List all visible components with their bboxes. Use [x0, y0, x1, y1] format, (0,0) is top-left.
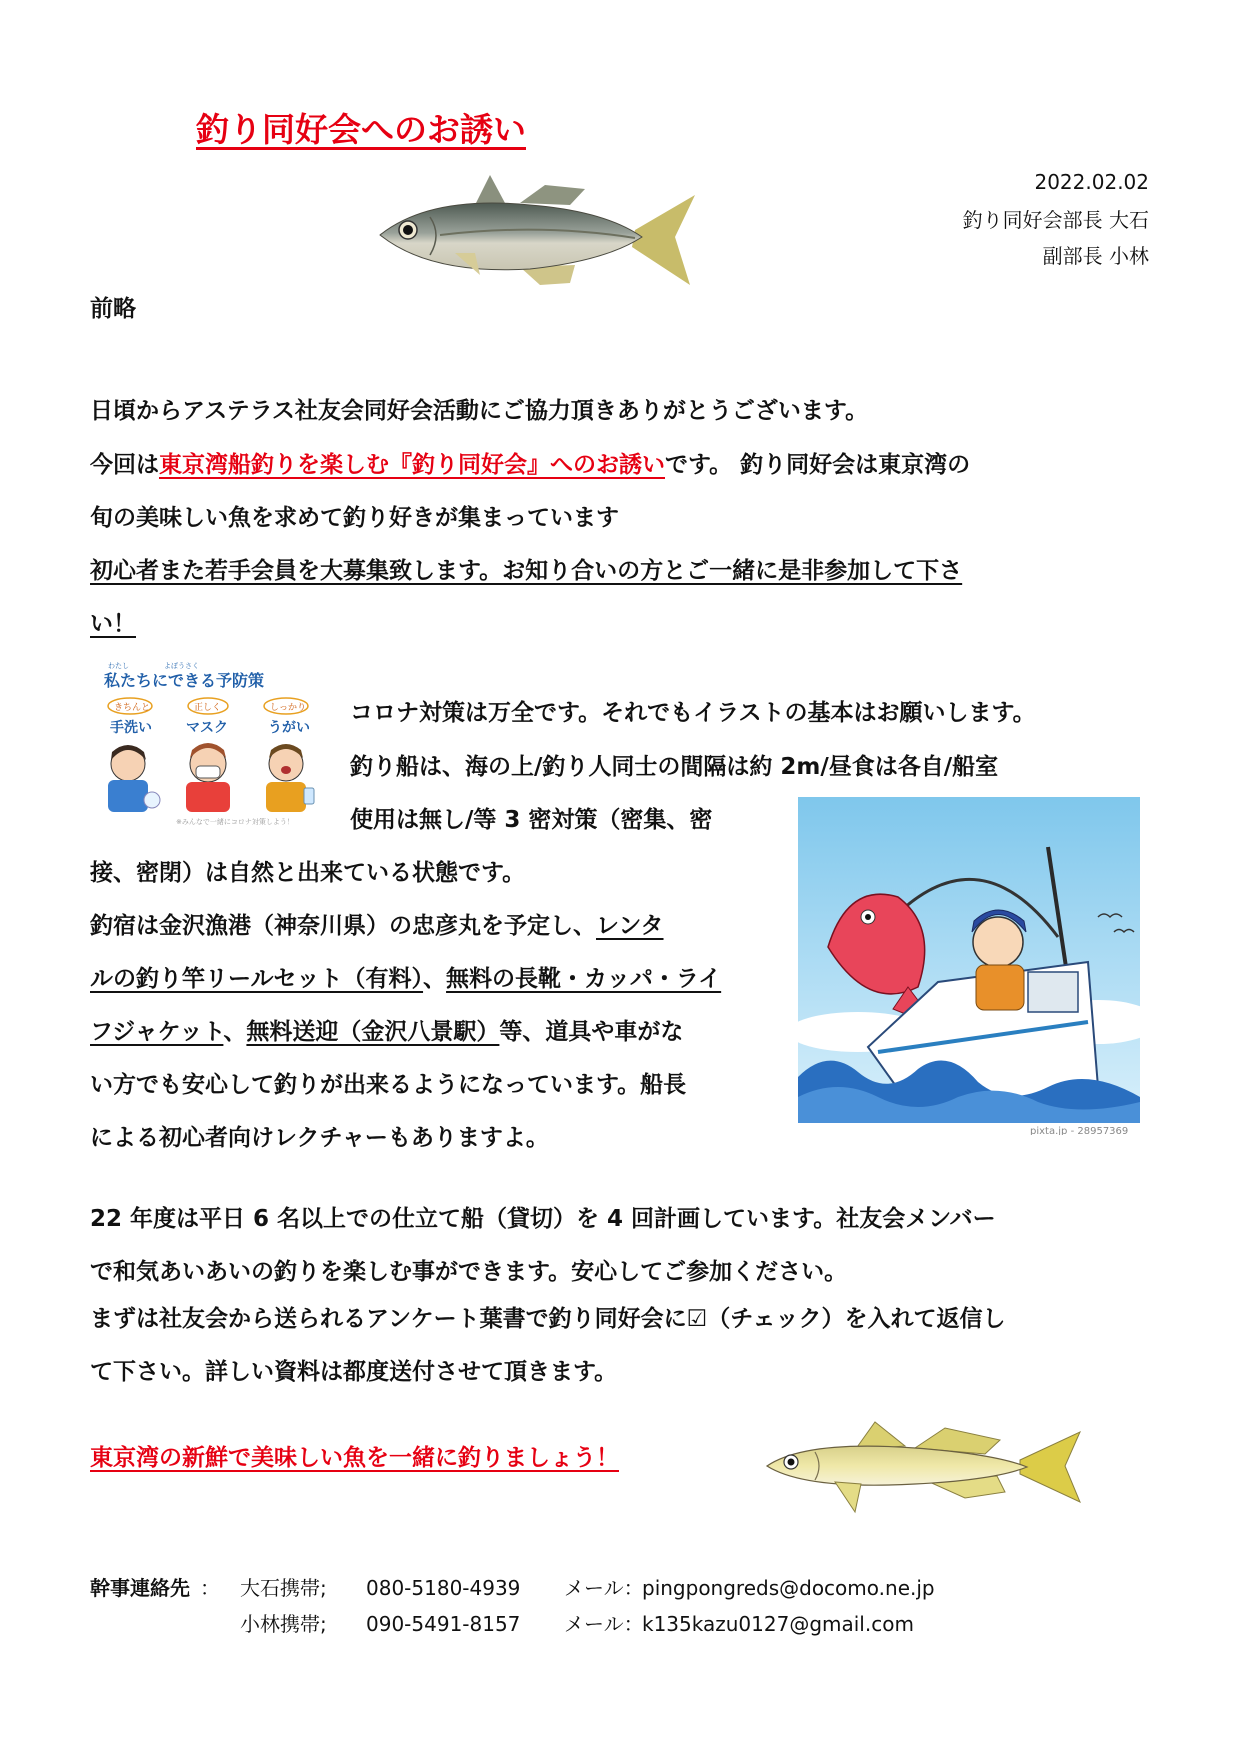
contact-oishi-phone[interactable]: 080-5180-4939 [366, 1576, 521, 1600]
para2-line5-a: 釣宿は金沢漁港（神奈川県）の忠彦丸を予定し、 [90, 913, 596, 939]
illustration-credit: pixta.jp - 28957369 [1030, 1126, 1129, 1135]
author-chief: 釣り同好会部長 大石 [962, 208, 1149, 232]
para1-line1: 日頃からアステラス社友会同好会活動にご協力頂きありがとうございます。 [90, 398, 869, 424]
contact-kobayashi-phone[interactable]: 090-5491-8157 [366, 1612, 521, 1636]
para2-line3: 使用は無し/等 3 密対策（密集、密 [350, 807, 713, 833]
page-title: 釣り同好会へのお誘い [196, 110, 526, 149]
para2-line6 [90, 964, 721, 995]
para1-line2-suffix: です。 釣り同好会は東京湾の [665, 452, 971, 478]
label-handwash: 手洗い [110, 720, 152, 736]
greeting: 前略 [90, 296, 136, 322]
para2-line9: による初心者向けレクチャーもありますよ。 [90, 1125, 549, 1151]
closing-message: 東京湾の新鮮で美味しい魚を一緒に釣りましょう！ [90, 1445, 619, 1471]
para1-line3: 旬の美味しい魚を求めて釣り好きが集まっています [90, 505, 619, 531]
invitation-highlight: 東京湾船釣りを楽しむ『釣り同好会』へのお誘い [159, 452, 665, 478]
date: 2022.02.02 [1034, 170, 1149, 194]
label-mask: マスク [186, 720, 228, 736]
rental-rod-text: レンタ [596, 913, 664, 939]
fishing-boat-illustration [798, 797, 1140, 1135]
recruit-line: 初心者また若手会員を大募集致します。お知り合いの方とご一緒に是非参加して下さ [90, 558, 963, 584]
para2-line5 [90, 911, 664, 942]
rental-rod-text-cont: ルの釣り竿リールセット（有料） [90, 966, 424, 992]
tag-handwash: きちんと [114, 703, 151, 713]
para2-line1: コロナ対策は万全です。それでもイラストの基本はお願いします。 [350, 700, 1036, 726]
para3-line1: 22 年度は平日 6 名以上での仕立て船（貸切）を 4 回計画しています。社友会メンバー [90, 1206, 996, 1232]
free-boots-text: 無料の長靴・カッパ・ライ [446, 966, 722, 992]
para1-line2-prefix: 今回は [90, 452, 159, 478]
contact-kobayashi-email[interactable]: k135kazu0127@gmail.com [642, 1612, 914, 1636]
para1-line2 [90, 450, 970, 481]
contact-kobayashi-name: 小林携帯; [240, 1612, 327, 1636]
contact-oishi-mail-label: メール： [564, 1576, 644, 1600]
contact-oishi-email[interactable]: pingpongreds@docomo.ne.jp [642, 1576, 935, 1600]
para3-line2: で和気あいあいの釣りを楽しむ事ができます。安心してご参加ください。 [90, 1259, 848, 1285]
para2-line4: 接、密閉）は自然と出来ている状態です。 [90, 860, 526, 886]
contact-sep: ： [200, 1576, 220, 1600]
contact-kobayashi-mail-label: メール： [564, 1612, 644, 1636]
para3-line3: まずは社友会から送られるアンケート葉書で釣り同好会に☑（チェック）を入れて返信し [90, 1306, 1006, 1332]
contact-heading: 幹事連絡先 [90, 1576, 190, 1600]
kisu-fish-image [765, 1410, 1085, 1520]
para2-line2: 釣り船は、海の上/釣り人同士の間隔は約 2m/昼食は各自/船室 [350, 754, 999, 780]
tag-gargle: しっかり [270, 703, 307, 713]
para3-line4: て下さい。詳しい資料は都度送付させて頂きます。 [90, 1359, 618, 1385]
free-shuttle-text: 無料送迎（金沢八景駅） [246, 1019, 500, 1045]
corona-prevention-illustration [90, 660, 322, 828]
tag-mask: 正しく [194, 703, 222, 713]
para2-line7 [90, 1017, 683, 1048]
recruit-line-end: い！ [90, 611, 136, 637]
contact-oishi-name: 大石携帯; [240, 1576, 327, 1600]
illustration-ruby: わたし よぼうさく [108, 662, 199, 670]
para2-line6-sep: 、 [423, 966, 447, 992]
para2-line7-rest: 等、道具や車がな [499, 1019, 684, 1045]
illustration-footnote: ※みんなで一緒にコロナ対策しよう！ [176, 818, 294, 826]
author-vice: 副部長 小林 [1042, 244, 1149, 268]
contact-row-1 [90, 1575, 230, 1601]
free-boots-text-cont: フジャケット [90, 1019, 224, 1045]
para2-line7-sep: 、 [223, 1019, 247, 1045]
aji-fish-image [370, 175, 700, 305]
label-gargle: うがい [268, 720, 310, 736]
para2-line8: い方でも安心して釣りが出来るようになっています。船長 [90, 1072, 687, 1098]
illustration-title: 私たちにできる予防策 [104, 671, 265, 690]
